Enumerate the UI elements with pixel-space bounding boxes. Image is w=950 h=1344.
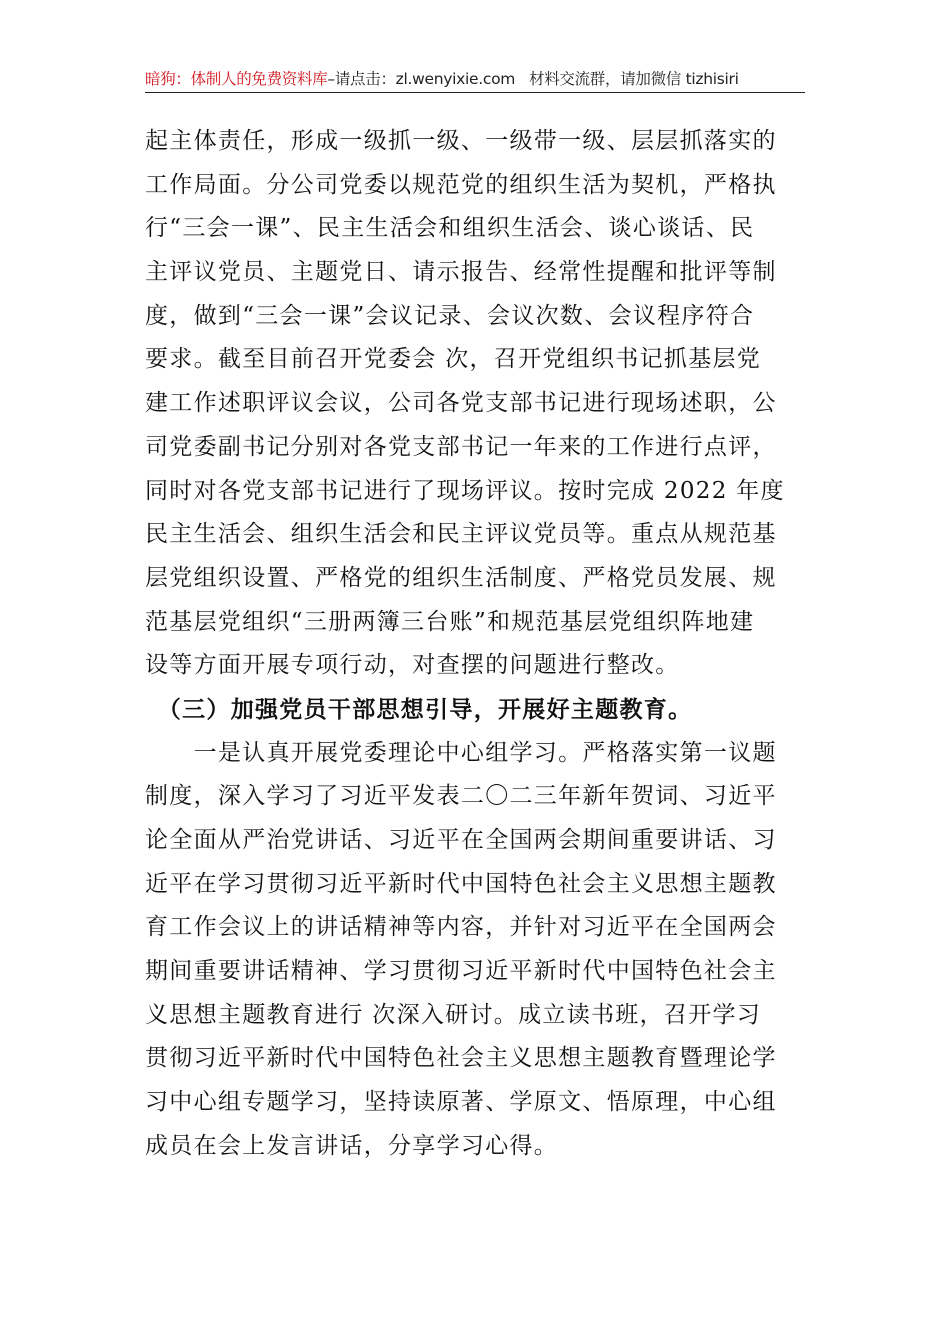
text-line: 起主体责任，形成一级抓一级、一级带一级、层层抓落实的 [145, 128, 777, 154]
header-wechat: 材料交流群，请加微信 tizhisiri [529, 70, 739, 88]
header-bar [145, 66, 805, 93]
text-line: 要求。截至目前召开党委会 次，召开党组织书记抓基层党 [145, 346, 762, 373]
header-url-link[interactable]: zl.wenyixie.com [395, 70, 516, 88]
header-brand: 暗狗：体制人的免费资料库 [145, 70, 328, 88]
text-line: 育工作会议上的讲话精神等内容，并针对习近平在全国两会 [145, 914, 777, 941]
text-line: 习中心组专题学习，坚持读原著、学原文、悟原理，中心组 [145, 1089, 777, 1116]
text-line: 度，做到“三会一课”会议记录、会议次数、会议程序符合 [145, 302, 755, 329]
text-line: 范基层党组织“三册两簿三台账”和规范基层党组织阵地建 [145, 608, 755, 635]
text-line: 行“三会一课”、民主生活会和组织生活会、谈心谈话、民 [145, 215, 755, 242]
section-heading: （三）加强党员干部思想引导，开展好主题教育。 [145, 695, 693, 723]
text-line: 论全面从严治党讲话、习近平在全国两会期间重要讲话、习 [145, 827, 777, 853]
text-line: 建工作述职评议会议，公司各党支部书记进行现场述职，公 [145, 390, 777, 417]
document-body [145, 120, 807, 1169]
text-line: 民主生活会、组织生活会和民主评议党员等。重点从规范基 [145, 521, 777, 548]
text-line: 主评议党员、主题党日、请示报告、经常性提醒和批评等制 [145, 259, 777, 286]
text-line: 成员在会上发言讲话，分享学习心得。 [145, 1132, 559, 1159]
text-line: 期间重要讲话精神、学习贯彻习近平新时代中国特色社会主 [145, 958, 777, 985]
text-line: 制度，深入学习了习近平发表二〇二三年新年贺词、习近平 [145, 783, 777, 810]
text-line: 同时对各党支部书记进行了现场评议。按时完成 2022 年度 [145, 477, 785, 504]
text-line: 司党委副书记分别对各党支部书记一年来的工作进行点评， [145, 433, 777, 460]
text-line: 近平在学习贯彻习近平新时代中国特色社会主义思想主题教 [145, 870, 777, 897]
text-line: 工作局面。分公司党委以规范党的组织生活为契机，严格执 [145, 171, 777, 198]
text-line: 设等方面开展专项行动，对查摆的问题进行整改。 [145, 652, 680, 679]
header-click-prefix: –请点击： [327, 70, 396, 88]
text-line: 义思想主题教育进行 次深入研讨。成立读书班，召开学习 [145, 1001, 762, 1028]
text-line: 层党组织设置、严格党的组织生活制度、严格党员发展、规 [145, 564, 777, 591]
text-line: 贯彻习近平新时代中国特色社会主义思想主题教育暨理论学 [145, 1045, 777, 1072]
text-line: 一是认真开展党委理论中心组学习。严格落实第一议题 [145, 739, 777, 766]
